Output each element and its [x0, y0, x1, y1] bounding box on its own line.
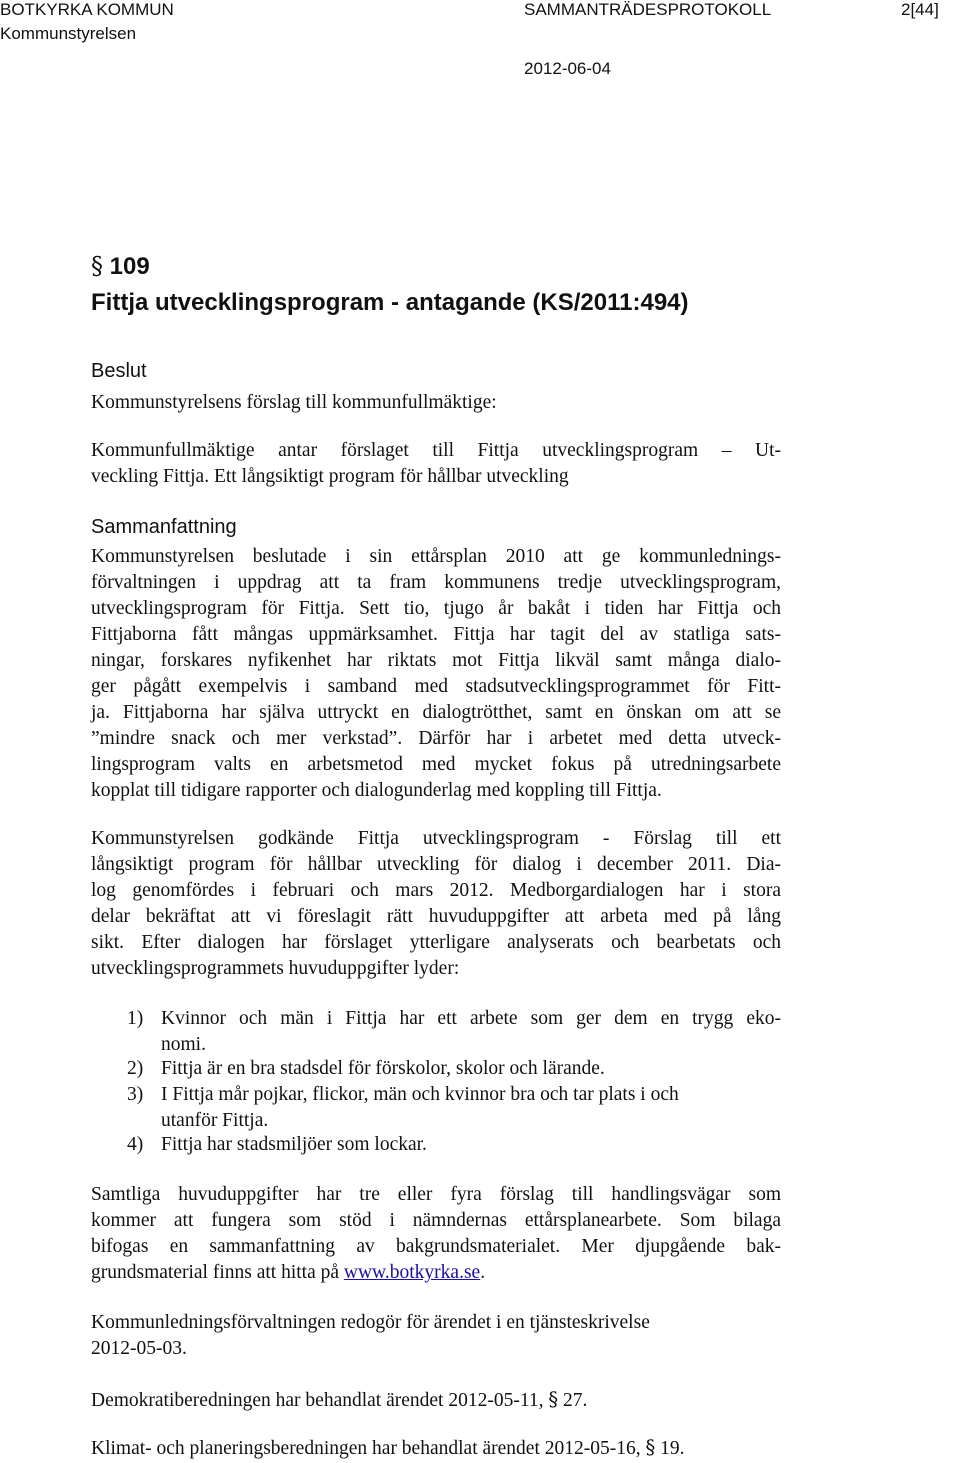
- botkyrka-website-link[interactable]: www.botkyrka.se: [343, 1262, 481, 1283]
- sammanfattning-heading: Sammanfattning: [91, 516, 237, 538]
- list-item-number: 1): [127, 1008, 144, 1029]
- summary-line: ja. Fittjaborna har själva uttryckt en dialogtrötthet, samt en önskan om att se: [91, 702, 781, 723]
- committee-name: Kommunstyrelsen: [0, 24, 137, 43]
- list-item: Kvinnor och män i Fittja har ett arbete som ger dem en trygg eko-: [161, 1008, 781, 1029]
- summary-line: 2012-05-03.: [91, 1338, 187, 1359]
- section-title: Fittja utvecklingsprogram - antagande (KS/2011:494): [91, 289, 689, 316]
- summary-text: .: [480, 1262, 486, 1283]
- summary-line: sikt. Efter dialogen har förslaget ytterligare analyserats och bearbetats och: [91, 932, 781, 953]
- summary-line: ”mindre snack och mer verkstad”. Därför har i arbetet med detta utveck-: [91, 728, 781, 749]
- meeting-date: 2012-06-04: [524, 59, 611, 78]
- summary-text: grundsmaterial finns att hitta på: [91, 1262, 344, 1283]
- summary-line: Kommunledningsförvaltningen redogör för ärendet i en tjänsteskrivelse: [91, 1312, 650, 1333]
- summary-line: utvecklingsprogram för Fittja. Sett tio, tjugo år bakåt i tiden har Fittja och: [91, 598, 781, 619]
- summary-line: Fittjaborna fått mångas uppmärksamhet. Fittja har tagit del av statliga sats-: [91, 624, 781, 645]
- section-number: [91, 252, 150, 281]
- summary-text: Klimat- och planeringsberedningen har behandlat ärendet 2012-05-16,: [91, 1438, 646, 1459]
- summary-line: kopplat till tidigare rapporter och dialogunderlag med koppling till Fittja.: [91, 780, 662, 801]
- section-number-value: 109: [109, 253, 150, 280]
- list-item-number: 3): [127, 1084, 144, 1105]
- summary-line: delar bekräftat att vi föreslagit rätt huvuduppgifter att arbeta med på lång: [91, 906, 781, 927]
- paragraph-ref: 19.: [660, 1438, 685, 1459]
- summary-line: log genomfördes i februari och mars 2012. Medborgardialogen har i stora: [91, 880, 781, 901]
- summary-line: Samtliga huvuduppgifter har tre eller fyra förslag till handlingsvägar som: [91, 1184, 781, 1205]
- summary-line: förvaltningen i uppdrag att ta fram kommunens tredje utvecklingsprogram,: [91, 572, 781, 593]
- page-indicator: 2[44]: [901, 0, 939, 19]
- summary-line: [91, 1262, 485, 1284]
- summary-text: Demokratiberedningen har behandlat ärendet 2012-05-11,: [91, 1390, 549, 1411]
- list-item-number: 2): [127, 1058, 144, 1079]
- list-item: utanför Fittja.: [161, 1110, 269, 1131]
- summary-line: Kommunstyrelsen beslutade i sin ettårsplan 2010 att ge kommunlednings-: [91, 546, 781, 567]
- summary-line: bifogas en sammanfattning av bakgrundsmaterialet. Mer djupgående bak-: [91, 1236, 781, 1257]
- summary-line: Kommunstyrelsen godkände Fittja utvecklingsprogram - Förslag till ett: [91, 828, 781, 849]
- paragraph-sign-icon: §: [645, 1436, 656, 1459]
- beslut-intro: Kommunstyrelsens förslag till kommunfullmäktige:: [91, 392, 497, 413]
- summary-line: utvecklingsprogrammets huvuduppgifter lyder:: [91, 958, 460, 979]
- paragraph-sign-icon: §: [548, 1388, 559, 1411]
- org-name: BOTKYRKA KOMMUN: [0, 0, 174, 19]
- summary-line: kommer att fungera som stöd i nämndernas ettårsplanearbete. Som bilaga: [91, 1210, 781, 1231]
- summary-line: långsiktigt program för hållbar utveckling för dialog i december 2011. Dia-: [91, 854, 781, 875]
- beslut-proposal-line: Kommunfullmäktige antar förslaget till Fittja utvecklingsprogram – Ut-: [91, 440, 781, 461]
- paragraph-ref: 27.: [562, 1390, 588, 1411]
- beslut-heading: Beslut: [91, 360, 147, 382]
- summary-line: ningar, forskares nyfikenhet har riktats mot Fittja likväl samt många dialo-: [91, 650, 781, 671]
- summary-line: lingsprogram valts en arbetsmetod med mycket fokus på utredningsarbete: [91, 754, 781, 775]
- list-item-number: 4): [127, 1134, 144, 1155]
- summary-line: [91, 1388, 587, 1412]
- list-item: nomi.: [161, 1034, 206, 1055]
- list-item: Fittja har stadsmiljöer som lockar.: [161, 1134, 427, 1155]
- list-item: Fittja är en bra stadsdel för förskolor, skolor och lärande.: [161, 1058, 605, 1079]
- summary-line: ger pågått exempelvis i samband med stadsutvecklingsprogrammet för Fitt-: [91, 676, 781, 697]
- paragraph-sign-icon: §: [91, 252, 103, 280]
- document-type: SAMMANTRÄDESPROTOKOLL: [524, 0, 772, 19]
- list-item: I Fittja mår pojkar, flickor, män och kvinnor bra och tar plats i och: [161, 1084, 679, 1105]
- summary-line: [91, 1436, 684, 1460]
- beslut-proposal-line: veckling Fittja. Ett långsiktigt program för hållbar utveckling: [91, 466, 569, 487]
